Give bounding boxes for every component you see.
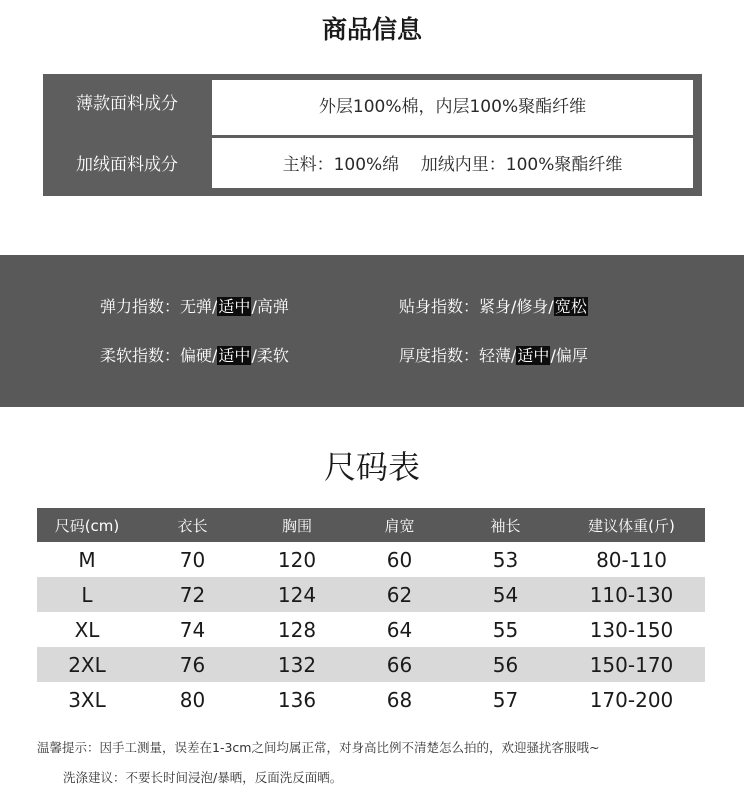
elastic-option-selected: 适中 <box>218 297 251 316</box>
table-cell: L <box>37 577 137 612</box>
softness-option-hard: 偏硬/ <box>180 346 218 365</box>
thickness-index <box>399 343 588 369</box>
table-cell: 66 <box>346 647 453 682</box>
fit-index <box>399 294 588 320</box>
table-cell: 130-150 <box>589 617 674 642</box>
header-size: 尺码(cm) <box>37 508 137 542</box>
table-cell: 150-170 <box>558 647 705 682</box>
table-cell: 76 <box>137 647 248 682</box>
size-chart-table <box>37 508 705 717</box>
elastic-option-high: /高弹 <box>251 297 289 316</box>
size-table-header-row <box>37 508 705 542</box>
table-cell: 80-110 <box>596 547 667 572</box>
header-shoulder: 肩宽 <box>346 508 453 542</box>
header-sleeve: 袖长 <box>453 508 558 542</box>
elastic-option-none: 无弹/ <box>180 297 218 316</box>
table-cell: 80 <box>179 687 206 712</box>
softness-index-label: 柔软指数： <box>100 346 181 365</box>
measurement-tip-note: 温馨提示：因手工测量，误差在1-3cm之间均属正常，对身高比例不清楚怎么拍的，欢迎骚扰客服哦~ <box>37 740 600 755</box>
size-chart-title: 尺码表 <box>323 448 420 486</box>
table-cell: 56 <box>453 647 558 682</box>
table-cell: 55 <box>492 617 519 642</box>
softness-index <box>100 343 289 369</box>
thickness-option-selected: 适中 <box>517 346 550 365</box>
garment-index-band <box>0 255 744 407</box>
table-cell: 3XL <box>68 687 106 712</box>
fabric-composition-table <box>43 74 702 196</box>
header-chest: 胸围 <box>248 508 346 542</box>
table-row <box>37 577 705 612</box>
header-length: 衣长 <box>137 508 248 542</box>
thickness-option-thin: 轻薄/ <box>479 346 517 365</box>
softness-option-selected: 适中 <box>218 346 251 365</box>
elastic-index <box>100 294 289 320</box>
table-cell: 68 <box>386 687 413 712</box>
table-cell: 74 <box>179 617 206 642</box>
thickness-index-label: 厚度指数： <box>399 346 480 365</box>
fleece-fabric-label: 加绒面料成分 <box>76 155 178 175</box>
table-cell: 62 <box>346 577 453 612</box>
fit-option-tight: 紧身/ <box>479 297 517 316</box>
fit-option-slim: 修身/ <box>516 297 554 316</box>
table-cell: 124 <box>248 577 346 612</box>
thin-fabric-label: 薄款面料成分 <box>76 94 178 114</box>
product-info-title: 商品信息 <box>321 15 422 44</box>
table-row <box>37 682 705 717</box>
fleece-fabric-value-text: 主料：100%绵 加绒内里：100%聚酯纤维 <box>282 155 623 175</box>
table-cell: 128 <box>277 617 317 642</box>
table-cell: 120 <box>277 547 317 572</box>
table-cell: 64 <box>386 617 413 642</box>
thin-fabric-value: 外层100%棉，内层100%聚酯纤维 <box>212 80 693 135</box>
table-cell: 54 <box>453 577 558 612</box>
table-cell: 70 <box>179 547 206 572</box>
table-cell: 72 <box>137 577 248 612</box>
table-row <box>37 612 705 647</box>
elastic-index-label: 弹力指数： <box>100 297 181 316</box>
table-cell: 136 <box>277 687 317 712</box>
table-cell: 110-130 <box>558 577 705 612</box>
table-cell: 57 <box>492 687 519 712</box>
fit-option-selected: 宽松 <box>554 297 587 316</box>
washing-advice-note: 洗涤建议：不要长时间浸泡/暴晒，反面洗反面晒。 <box>63 770 343 785</box>
fit-index-label: 贴身指数： <box>399 297 480 316</box>
thickness-option-thick: /偏厚 <box>550 346 588 365</box>
fleece-fabric-value <box>212 138 693 188</box>
table-cell: XL <box>74 617 100 642</box>
table-cell: 2XL <box>37 647 137 682</box>
header-weight: 建议体重(斤) <box>558 508 705 542</box>
table-row <box>37 542 705 577</box>
softness-option-soft: /柔软 <box>251 346 289 365</box>
table-row <box>37 647 705 682</box>
table-cell: 53 <box>492 547 519 572</box>
table-cell: M <box>78 547 96 572</box>
table-cell: 170-200 <box>589 687 674 712</box>
table-cell: 60 <box>386 547 413 572</box>
table-cell: 132 <box>248 647 346 682</box>
